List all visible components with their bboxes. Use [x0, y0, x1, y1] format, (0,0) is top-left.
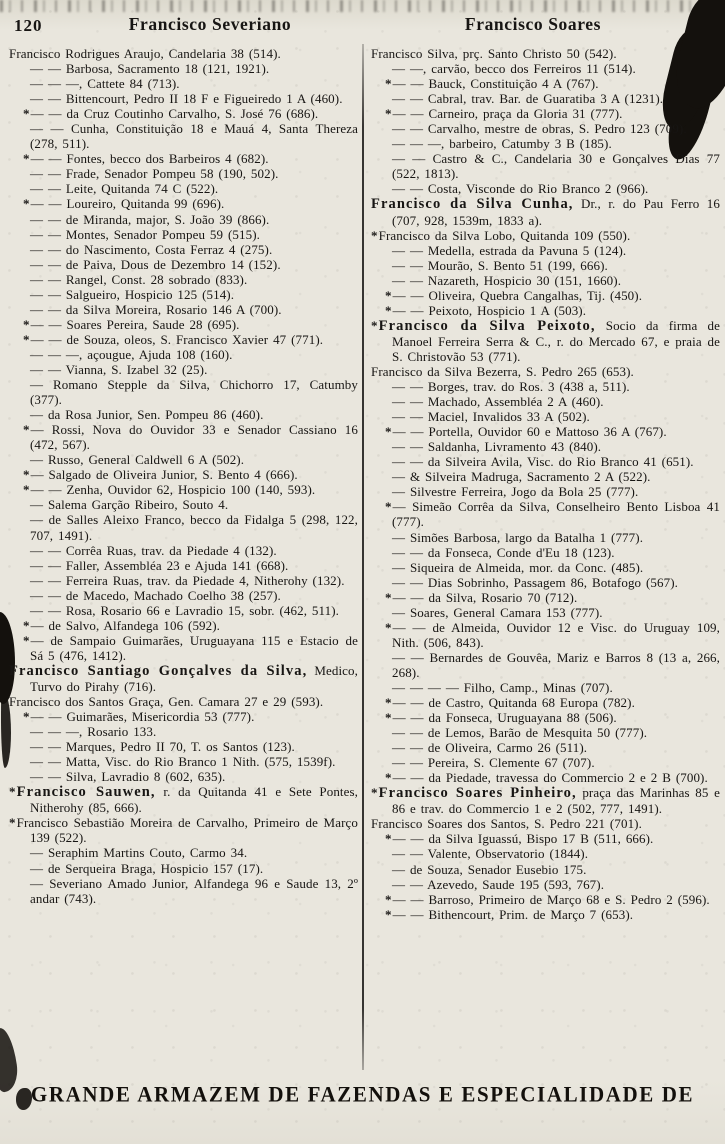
star-marker: * [385, 710, 392, 726]
directory-entry: — — —, barbeiro, Catumby 3 B (185). [392, 136, 612, 152]
directory-entry: — — Castro & C., Candelaria 30 e Gonçalves Dias 77 (522, 1813). [392, 151, 720, 182]
directory-entry: — — Maciel, Invalidos 33 A (502). [392, 409, 590, 425]
directory-entry: — Salema Garção Ribeiro, Souto 4. [30, 497, 229, 513]
star-marker: * [23, 467, 30, 483]
directory-entry: *— — da Silva Iguassú, Bispo 17 B (511, 666). [385, 831, 654, 847]
directory-entry: — — da Fonseca, Conde d'Eu 18 (123). [392, 544, 615, 560]
directory-entry: *— — Bauck, Constituição 4 A (767). [385, 76, 599, 92]
directory-entry: — — — — Filho, Camp., Minas (707). [392, 679, 613, 695]
directory-entry: *Francisco Soares Pinheiro, praça das Marinhas 85 e 86 e trav. do Commercio 1 e 2 (502, 777, 1491). [371, 785, 720, 817]
star-marker: * [371, 317, 378, 333]
directory-entry: — de Salles Aleixo Franco, becco da Fidalga 5 (298, 122, 707, 1491). [30, 512, 358, 543]
directory-entry: — — Vianna, S. Izabel 32 (25). [30, 361, 208, 377]
star-marker: * [385, 106, 392, 122]
directory-entry: — — do Nascimento, Costa Ferraz 4 (275). [30, 241, 273, 257]
directory-entry: — de Serqueira Braga, Hospicio 157 (17). [30, 860, 264, 876]
directory-entry: — — Marques, Pedro II 70, T. os Santos (123). [30, 739, 295, 755]
directory-entry: — — Salgueiro, Hospicio 125 (514). [30, 286, 235, 302]
directory-entry: — — Cabral, trav. Bar. de Guaratiba 3 A (1231). [392, 91, 664, 107]
star-marker: * [385, 891, 392, 907]
footer-advertisement-banner: GRANDE ARMAZEM DE FAZENDAS E ESPECIALIDADE DE [30, 1081, 695, 1107]
directory-entry: — — de Miranda, major, S. João 39 (866). [30, 211, 270, 227]
directory-entry: — — Bernardes de Gouvêa, Mariz e Barros 8 (13 a, 266, 268). [392, 649, 720, 680]
directory-entry: — — Rangel, Const. 28 sobrado (833). [30, 271, 248, 287]
directory-entry: — — Cunha, Constituição 18 e Mauá 4, Santa Thereza (278, 511). [30, 121, 358, 152]
directory-entry: — — Pereira, S. Clemente 67 (707). [392, 755, 595, 771]
directory-entry: — Simões Barbosa, largo da Batalha 1 (777). [392, 529, 644, 545]
star-marker: * [385, 302, 392, 318]
directory-entry: *— Rossi, Nova do Ouvidor 33 e Senador Cassiano 16 (472, 567). [23, 422, 358, 453]
directory-entry: — — Dias Sobrinho, Passagem 86, Botafogo (567). [392, 574, 679, 590]
running-head-left: Francisco Severiano [128, 14, 292, 34]
directory-entry: — — Carvalho, mestre de obras, S. Pedro 123 (709). [392, 121, 687, 137]
directory-entry: Francisco da Silva Bezerra, S. Pedro 265 (653). [371, 363, 634, 379]
directory-entry: — — Nazareth, Hospicio 30 (151, 1660). [392, 272, 622, 288]
star-marker: * [23, 709, 30, 725]
directory-entry: Francisco Rodrigues Araujo, Candelaria 38 (514). [9, 46, 281, 61]
star-marker: * [385, 76, 392, 92]
directory-entry: *— — Fontes, becco dos Barbeiros 4 (682). [23, 151, 269, 167]
entry-bold-name: Francisco Santiago Gonçalves da Silva, [9, 662, 308, 679]
directory-entry: — — de Paiva, Dous de Dezembro 14 (152). [30, 256, 281, 272]
directory-entry: *Francisco Sauwen, r. da Quitanda 41 e Sete Pontes, Nitherohy (85, 666). [9, 784, 358, 816]
directory-entry: *— Simeão Corrêa da Silva, Conselheiro Bento Lisboa 41 (777). [385, 499, 720, 530]
star-marker: * [385, 619, 392, 635]
star-marker: * [371, 785, 378, 801]
directory-entry: *Francisco Sebastião Moreira de Carvalho, Primeiro de Março 139 (522). [9, 815, 358, 846]
directory-entry: — — da Silveira Avila, Visc. do Rio Branco 41 (651). [392, 454, 694, 470]
directory-entry: — — Silva, Lavradio 8 (602, 635). [30, 769, 226, 785]
directory-entry: *— — Carneiro, praça da Gloria 31 (777). [385, 106, 623, 122]
directory-entry: *— — da Piedade, travessa do Commercio 2 e 2 B (700). [385, 770, 708, 786]
directory-entry: — — Mourão, S. Bento 51 (199, 666). [392, 257, 608, 273]
star-marker: * [9, 784, 16, 800]
directory-entry: — — de Macedo, Machado Coelho 38 (257). [30, 587, 281, 603]
directory-entry: — — —, açougue, Ajuda 108 (160). [30, 346, 233, 362]
star-marker: * [23, 106, 30, 122]
star-marker: * [23, 632, 30, 648]
star-marker: * [385, 499, 392, 515]
directory-entry: — da Rosa Junior, Sen. Pompeu 86 (460). [30, 407, 264, 423]
page-header [0, 14, 725, 40]
directory-entry: *— — da Cruz Coutinho Carvalho, S. José 76 (686). [23, 106, 319, 122]
column-right [371, 46, 720, 922]
star-marker: * [23, 617, 30, 633]
running-head-right: Francisco Soares [464, 14, 602, 34]
directory-entry: — — Medella, estrada da Pavuna 5 (124). [392, 242, 627, 258]
directory-entry: — — Valente, Observatorio (1844). [392, 846, 589, 862]
directory-entry: Francisco Santiago Gonçalves da Silva, Medico, Turvo do Pirahy (716). [9, 662, 358, 694]
star-marker: * [23, 422, 30, 438]
directory-entry: *— — Zenha, Ouvidor 62, Hospicio 100 (140, 593). [23, 482, 316, 498]
directory-entry: *— — Loureiro, Quitanda 99 (696). [23, 196, 225, 212]
directory-entry: — Silvestre Ferreira, Jogo da Bola 25 (777). [392, 484, 639, 500]
column-left [9, 46, 358, 922]
star-marker: * [385, 424, 392, 440]
directory-entry: *— — Portella, Ouvidor 60 e Mattoso 36 A (767). [385, 424, 667, 440]
directory-entry: — — Saldanha, Livramento 43 (840). [392, 439, 602, 455]
directory-entry: — — Frade, Senador Pompeu 58 (190, 502). [30, 166, 279, 182]
directory-entry: *— — de Almeida, Ouvidor 12 e Visc. do Uruguay 109, Nith. (506, 843). [385, 619, 720, 650]
directory-entry: — — Machado, Assembléa 2 A (460). [392, 394, 604, 410]
directory-entry: — — de Lemos, Barão de Mesquita 50 (777). [392, 725, 648, 741]
star-marker: * [385, 695, 392, 711]
directory-entry: — — de Oliveira, Carmo 26 (511). [392, 740, 588, 756]
directory-entry: — Seraphim Martins Couto, Carmo 34. [30, 845, 248, 861]
directory-entry: — Russo, General Caldwell 6 A (502). [30, 452, 245, 468]
directory-entry: *— — Oliveira, Quebra Cangalhas, Tij. (450). [385, 287, 643, 303]
star-marker: * [385, 831, 392, 847]
directory-entry: *— de Sampaio Guimarães, Uruguayana 115 e Estacio de Sá 5 (476, 1412). [23, 632, 358, 663]
star-marker: * [23, 331, 30, 347]
directory-entry: — — Matta, Visc. do Rio Branco 1 Nith. (575, 1539f). [30, 754, 336, 770]
directory-entry: — — Costa, Visconde do Rio Branco 2 (966). [392, 181, 649, 197]
directory-entry: *— — Guimarães, Misericordia 53 (777). [23, 709, 255, 725]
directory-entry: — & Silveira Madruga, Sacramento 2 A (522). [392, 469, 651, 485]
directory-entry: *— — Soares Pereira, Saude 28 (695). [23, 316, 240, 332]
star-marker: * [9, 815, 16, 831]
directory-entry: *— — da Fonseca, Uruguayana 88 (506). [385, 710, 617, 726]
star-marker: * [371, 227, 378, 243]
star-marker: * [23, 151, 30, 167]
directory-entry: — Severiano Amado Junior, Alfandega 96 e Saude 13, 2º andar (743). [30, 875, 358, 906]
directory-entry: — — Corrêa Ruas, trav. da Piedade 4 (132). [30, 542, 277, 558]
directory-entry: *— — de Castro, Quitanda 68 Europa (782). [385, 695, 635, 711]
star-marker: * [385, 906, 392, 922]
directory-entry: — — Bittencourt, Pedro II 18 F e Figueiredo 1 A (460). [30, 91, 343, 107]
directory-entry: *— — Bithencourt, Prim. de Março 7 (653). [385, 906, 634, 922]
torn-paper-edge [0, 0, 725, 12]
star-marker: * [385, 770, 392, 786]
star-marker: * [23, 316, 30, 332]
entry-bold-name: Francisco Sauwen, [16, 784, 156, 801]
directory-entry: Francisco Silva, prç. Santo Christo 50 (542). [371, 46, 617, 61]
star-marker: * [23, 196, 30, 212]
star-marker: * [385, 589, 392, 605]
directory-entry: — — Montes, Senador Pompeu 59 (515). [30, 226, 260, 242]
directory-entry: — Soares, General Camara 153 (777). [392, 604, 603, 620]
directory-entry: Francisco dos Santos Graça, Gen. Camara 27 e 29 (593). [9, 694, 324, 710]
directory-entry: — — Leite, Quitanda 74 C (522). [30, 181, 219, 197]
entry-bold-name: Francisco Soares Pinheiro, [378, 785, 577, 802]
directory-entry: — —, carvão, becco dos Ferreiros 11 (514). [392, 61, 636, 77]
directory-entry: — — —, Cattete 84 (713). [30, 76, 180, 92]
entry-bold-name: Francisco da Silva Cunha, [371, 196, 574, 213]
directory-entry: — Romano Stepple da Silva, Chichorro 17, Catumby (377). [30, 377, 358, 408]
page-number: 120 [14, 16, 43, 35]
directory-entry: — — Rosa, Rosario 66 e Lavradio 15, sobr. (462, 511). [30, 602, 340, 618]
directory-entry: — Siqueira de Almeida, mor. da Conc. (485). [392, 559, 644, 575]
directory-entry: *Francisco da Silva Lobo, Quitanda 109 (550). [371, 227, 631, 243]
directory-entry: — — Barbosa, Sacramento 18 (121, 1921). [30, 61, 270, 77]
directory-entry: — — Ferreira Ruas, trav. da Piedade 4, Nitherohy (132). [30, 572, 345, 588]
directory-entry: *— — da Silva, Rosario 70 (712). [385, 589, 578, 605]
directory-entry: — — Faller, Assembléa 23 e Ajuda 141 (668). [30, 557, 289, 573]
directory-entry: *— de Salvo, Alfandega 106 (592). [23, 617, 221, 633]
directory-entry: Francisco da Silva Cunha, Dr., r. do Pau Ferro 16 (707, 928, 1539m, 1833 a). [371, 196, 720, 228]
directory-entry: — — —, Rosario 133. [30, 724, 157, 740]
directory-entry: *— — de Souza, oleos, S. Francisco Xavier 47 (771). [23, 331, 324, 347]
directory-entry: — — Azevedo, Saude 195 (593, 767). [392, 876, 605, 892]
directory-entry: — — Borges, trav. do Ros. 3 (438 a, 511). [392, 379, 630, 395]
directory-entry: *— Salgado de Oliveira Junior, S. Bento 4 (666). [23, 467, 298, 483]
directory-entry: *Francisco da Silva Peixoto, Socio da firma de Manoel Ferreira Serra & C., r. do Mercado 67, e praia de S. Christovão 53 (771). [371, 317, 720, 364]
directory-entry: *— — Barroso, Primeiro de Março 68 e S. Pedro 2 (596). [385, 891, 710, 907]
entry-bold-name: Francisco da Silva Peixoto, [378, 317, 596, 334]
directory-entry: Francisco Soares dos Santos, S. Pedro 221 (701). [371, 816, 642, 832]
directory-entry: *— — Peixoto, Hospicio 1 A (503). [385, 302, 587, 318]
directory-columns [9, 46, 721, 922]
star-marker: * [385, 287, 392, 303]
directory-entry: — — da Silva Moreira, Rosario 146 A (700). [30, 301, 282, 317]
directory-entry: — de Souza, Senador Eusebio 175. [392, 861, 587, 877]
star-marker: * [23, 482, 30, 498]
